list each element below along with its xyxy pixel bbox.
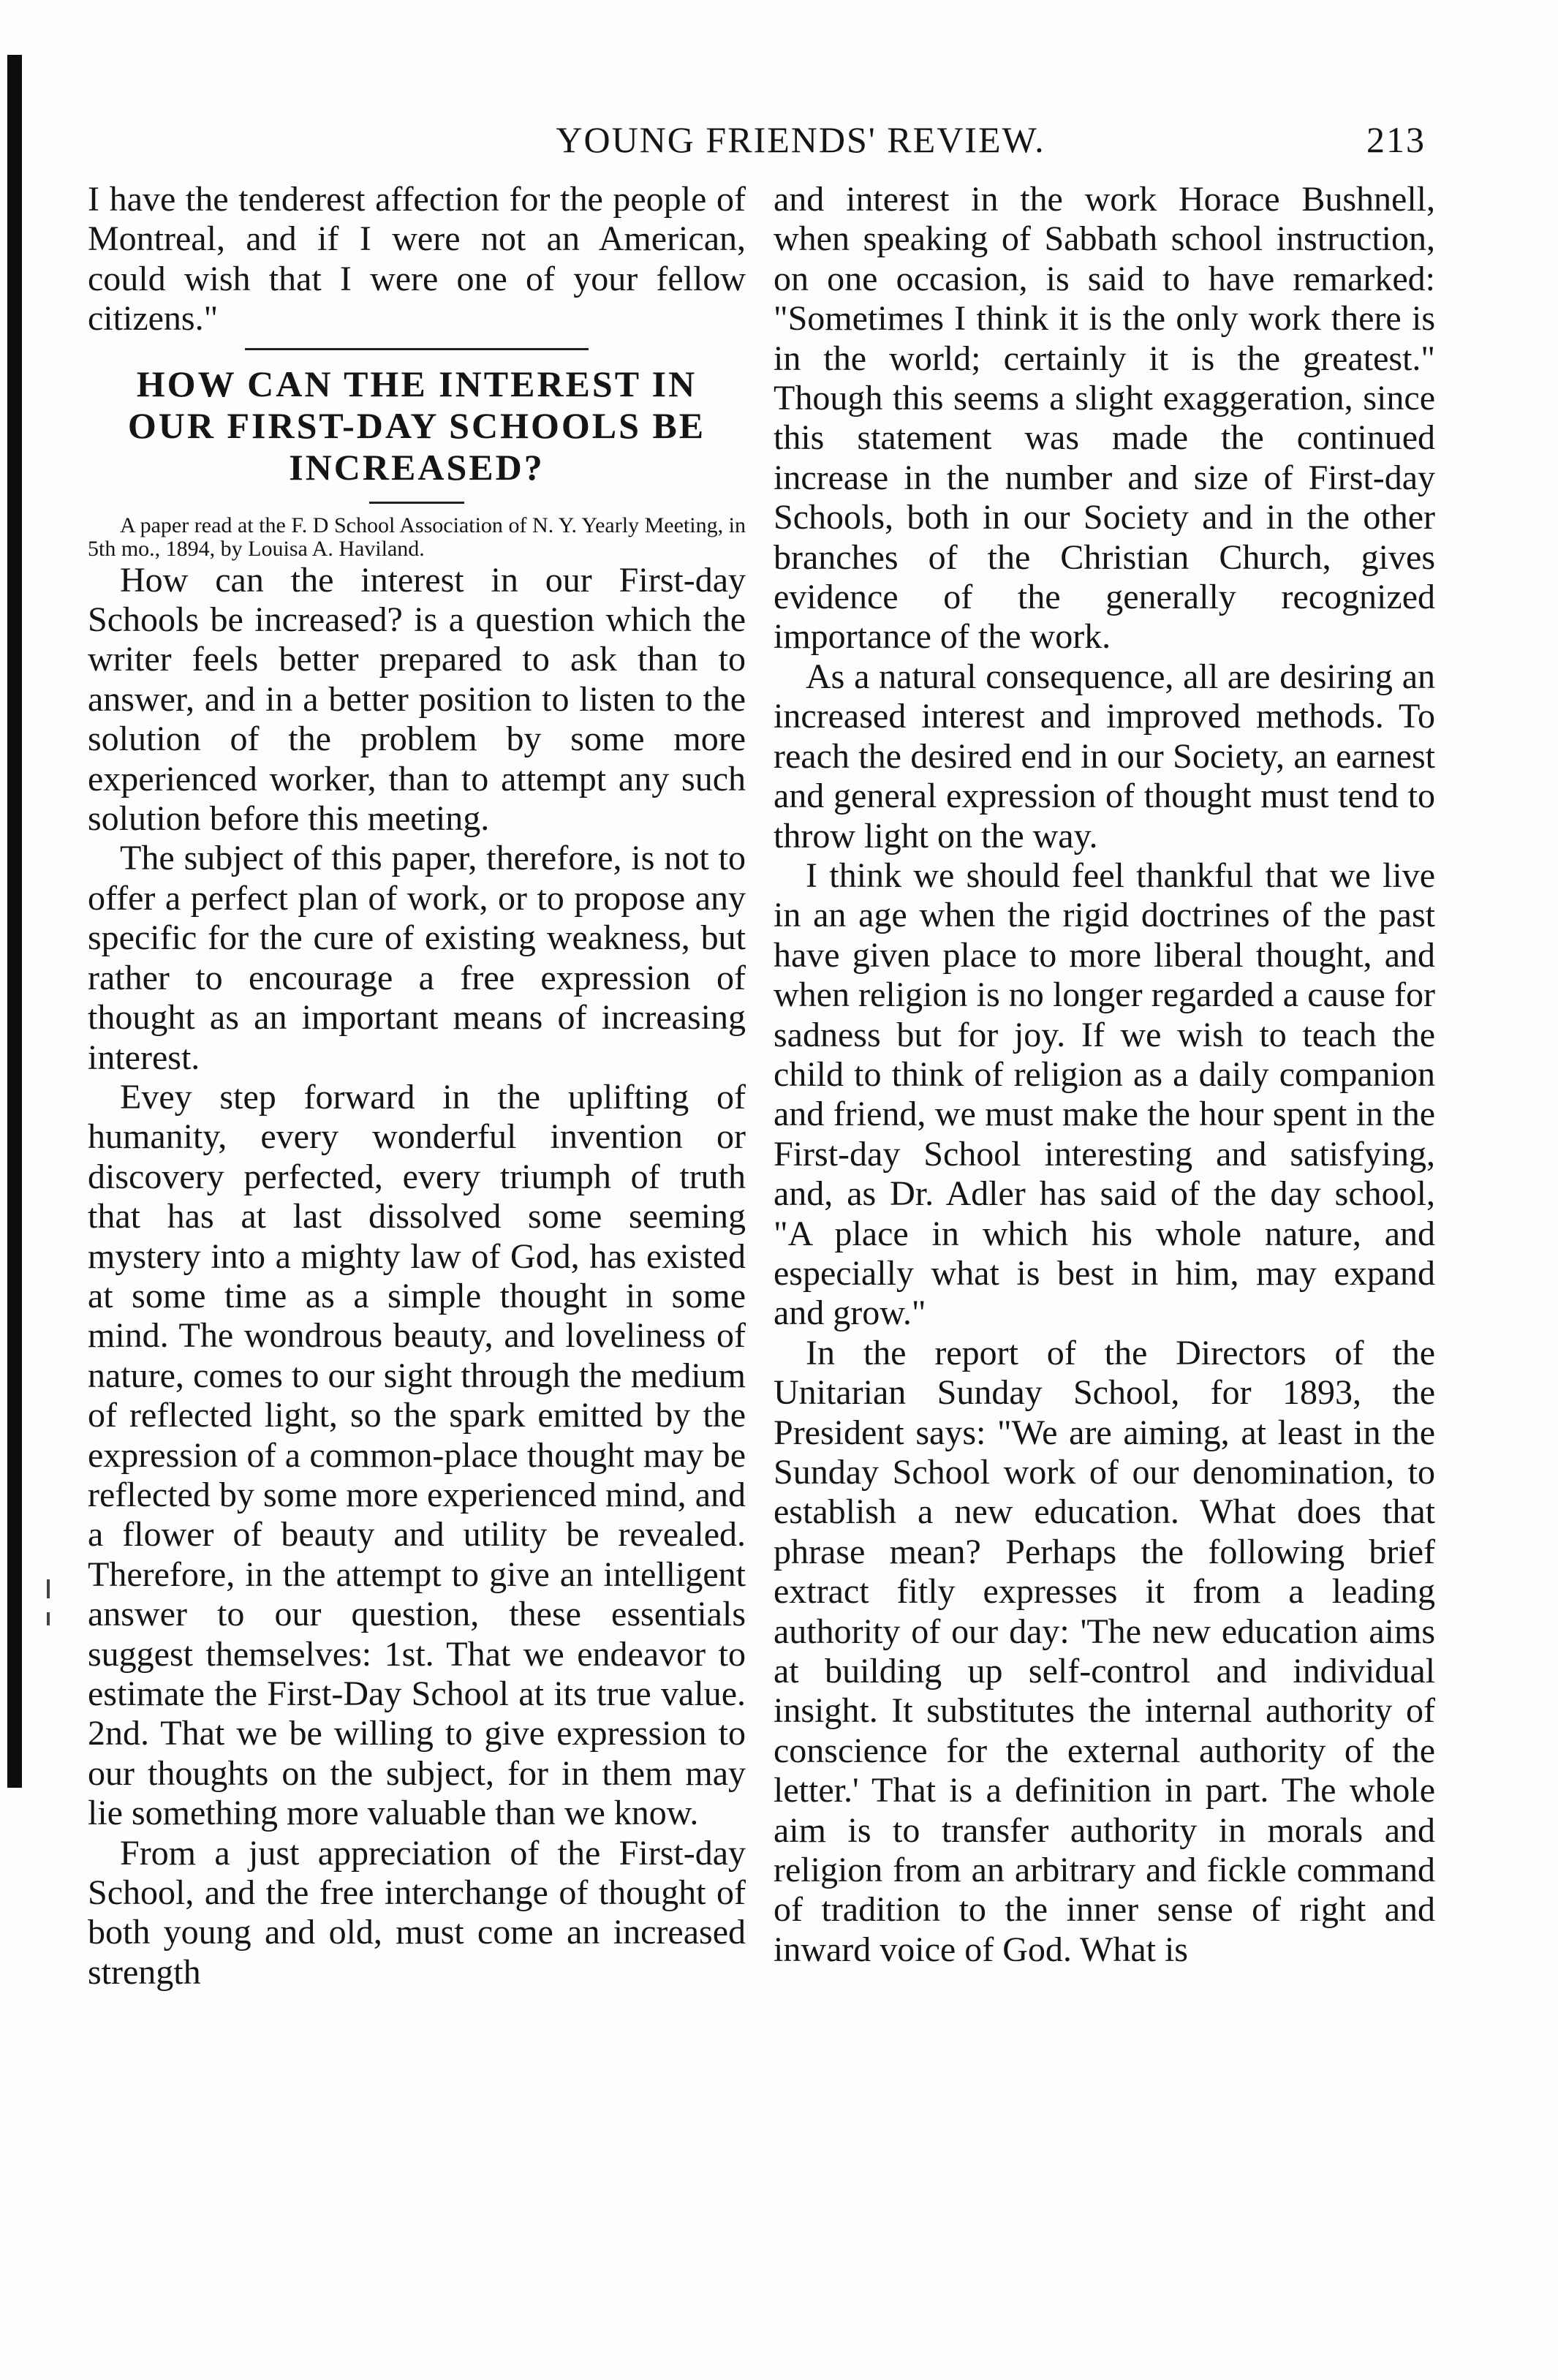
binding-speck	[47, 1612, 50, 1625]
left-column	[88, 180, 746, 1992]
binding-edge	[7, 55, 22, 1788]
article-byline: A paper read at the F. D School Association of N. Y. Yearly Meeting, in 5th mo., 1894, by Louisa A. Haviland.	[88, 513, 746, 561]
opening-paragraph: I have the tenderest affection for the people of Montreal, and if I were not an American, could wish that I were one of your fellow citizens."	[88, 180, 746, 339]
body-paragraph: The subject of this paper, therefore, is not to offer a perfect plan of work, or to propose any specific for the cure of existing weakness, but rather to encourage a free expression of thought as an important means of increasing interest.	[88, 839, 746, 1077]
body-paragraph: How can the interest in our First-day Schools be increased? is a question which the writer feels better prepared to ask than to answer, and in a better position to listen to the solution of the problem by some more experienced worker, than to attempt any such solution before this meeting.	[88, 560, 746, 839]
title-divider	[369, 502, 464, 504]
page-header	[88, 118, 1426, 170]
article-title: HOW CAN THE INTEREST IN OUR FIRST-DAY SCHOOLS BE INCREASED?	[127, 363, 706, 488]
section-divider	[245, 348, 589, 350]
page-number: 213	[1366, 119, 1426, 160]
body-paragraph: I think we should feel thankful that we live in an age when the rigid doctrines of the past have given place to more liberal thought, and when religion is no longer regarded a cause for sadness but for joy. If we wish to teach the child to think of religion as a daily companion and friend, we must make the hour spent in the First-day School interesting and satisfying, and, as Dr. Adler has said of the day school, "A place in which his whole nature, and especially what is best in him, may expand and grow."	[774, 855, 1435, 1333]
body-paragraph: As a natural consequence, all are desiring an increased interest and improved methods. To reach the desired end in our Society, an earnest and general expression of thought must tend to throw light on the way.	[774, 657, 1435, 855]
body-paragraph: From a just appreciation of the First-day School, and the free interchange of thought of both young and old, must come an increased strength	[88, 1833, 746, 1992]
body-paragraph: In the report of the Directors of the Unitarian Sunday School, for 1893, the President says: "We are aiming, at least in the Sunday School work of our denomination, to establish a new education. What does that phrase mean? Perhaps the following brief extract fitly expresses it from a leading authority of our day: 'The new education aims at building up self-control and individual insight. It substitutes the internal authority of conscience for the external authority of the letter.' That is a definition in part. The whole aim is to transfer authority in morals and religion from an arbitrary and fickle command of tradition to the inner sense of right and inward voice of God. What is	[774, 1333, 1435, 1969]
binding-speck	[47, 1579, 50, 1598]
running-title: YOUNG FRIENDS' REVIEW.	[556, 119, 1045, 160]
body-paragraph: Evey step forward in the uplifting of humanity, every wonderful invention or discovery perfected, every triumph of truth that has at last dissolved some seeming mystery into a mighty law of God, has existed at some time as a simple thought in some mind. The wondrous beauty, and loveliness of nature, comes to our sight through the medium of reflected light, so the spark emitted by the expression of a common-place thought may be reflected by some more experienced mind, and a flower of beauty and utility be revealed. Therefore, in the attempt to give an intelligent answer to our question, these essentials suggest themselves: 1st. That we endeavor to estimate the First-Day School at its true value. 2nd. That we be willing to give expression to our thoughts on the subject, for in them may lie something more valuable than we know.	[88, 1077, 746, 1833]
right-column	[774, 180, 1435, 1970]
body-paragraph: and interest in the work Horace Bushnell, when speaking of Sabbath school instruction, on one occasion, is said to have remarked: "Sometimes I think it is the only work there is in the world; certainly it is the greatest." Though this seems a slight exaggeration, since this statement was made the continued increase in the number and size of First-day Schools, both in our Society and in the other branches of the Christian Church, gives evidence of the generally recognized importance of the work.	[774, 180, 1435, 657]
